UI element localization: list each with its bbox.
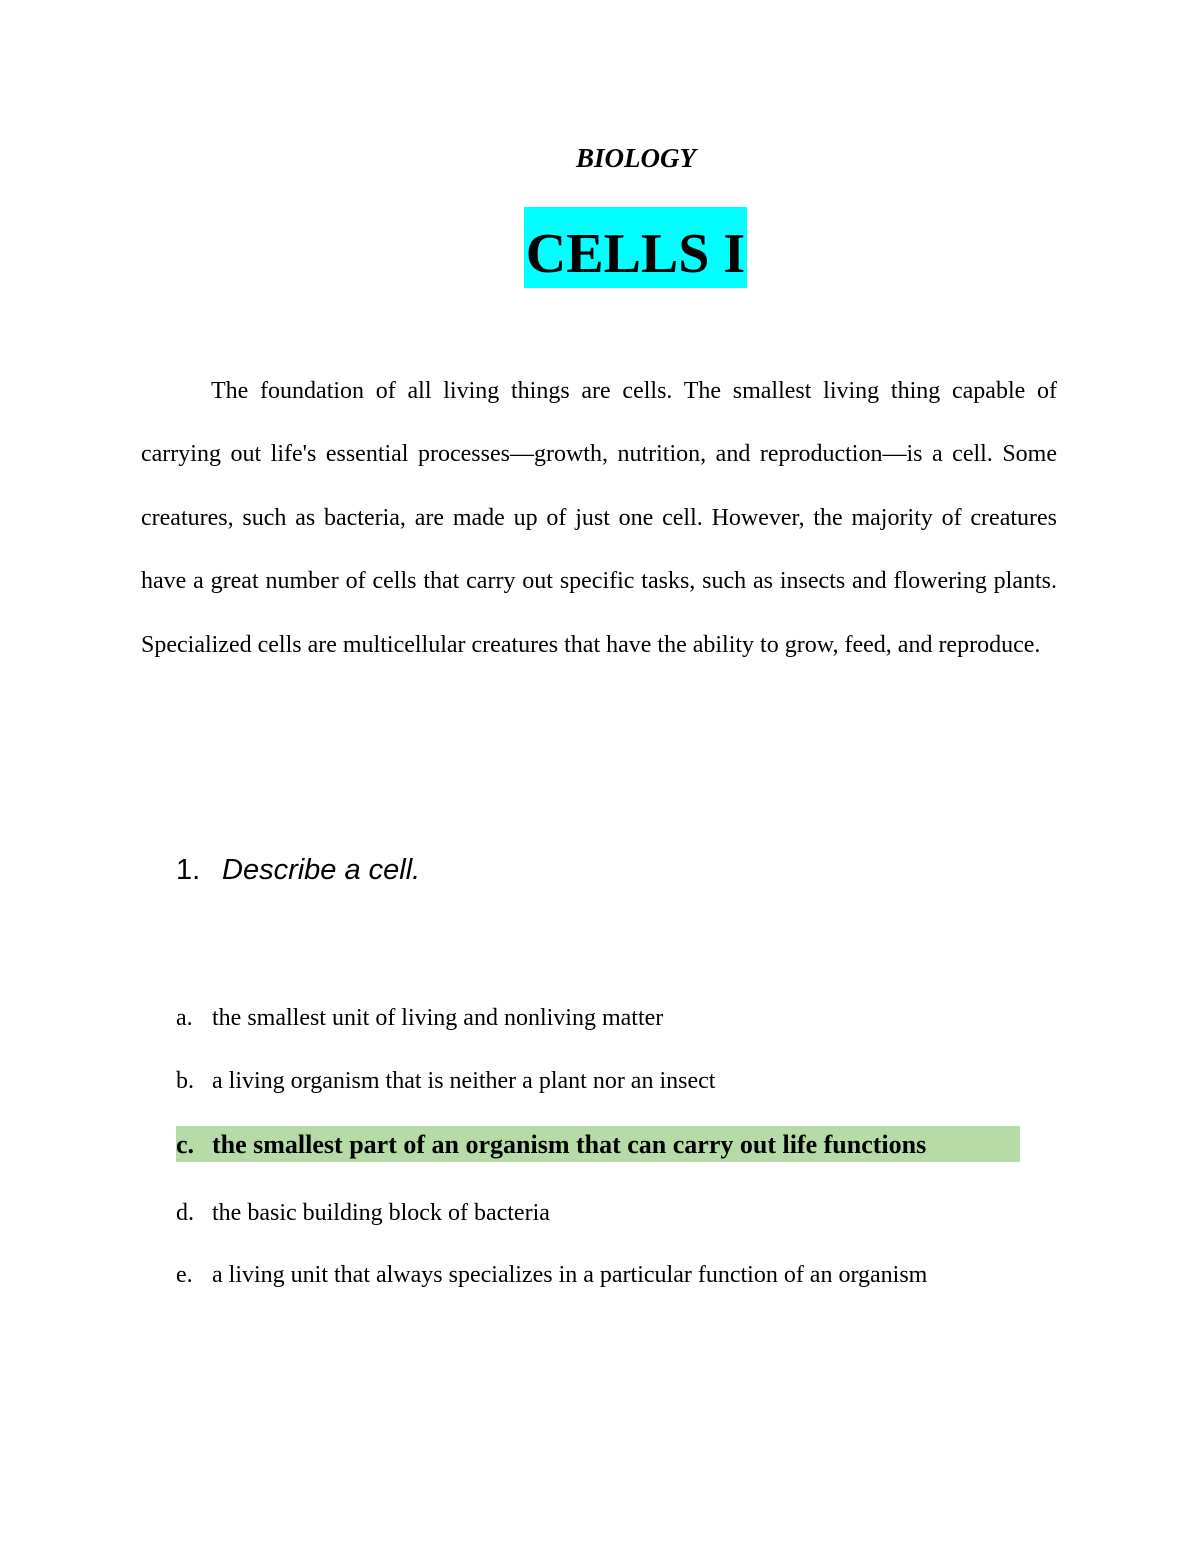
option-e xyxy=(176,1257,927,1293)
option-text: the smallest part of an organism that can carry out life functions xyxy=(212,1130,927,1159)
option-letter: c. xyxy=(176,1130,195,1159)
option-letter: d. xyxy=(176,1200,194,1226)
option-text: the smallest unit of living and nonliving matter xyxy=(212,1005,664,1031)
option-text: a living unit that always specializes in a particular function of an organism xyxy=(212,1262,928,1288)
question-text: Describe a cell. xyxy=(222,854,421,886)
option-text: a living organism that is neither a plant nor an insect xyxy=(212,1068,716,1094)
option-text: the basic building block of bacteria xyxy=(212,1200,550,1226)
option-letter: b. xyxy=(176,1068,194,1094)
question-number: 1. xyxy=(176,854,201,886)
option-d xyxy=(176,1195,550,1231)
subject-heading: BIOLOGY xyxy=(576,143,696,173)
intro-paragraph: The foundation of all living things are cells. The smallest living thing capable of carrying out life's essential processes—growth, nutrition, and reproduction—is a cell. Some creatures, such as bacteria, are made up of just one cell. However, the majority of creatures have a great number of cells that carry out specific tasks, such as insects and flowering plants. Specialized cells are multicellular creatures that have the ability to grow, feed, and reproduce. xyxy=(141,378,1057,658)
option-b xyxy=(176,1063,715,1099)
option-c-correct-answer xyxy=(176,1126,1020,1162)
option-letter: e. xyxy=(176,1262,193,1288)
option-letter: a. xyxy=(176,1005,193,1031)
option-a xyxy=(176,1000,663,1036)
page-title: CELLS I xyxy=(525,223,746,285)
